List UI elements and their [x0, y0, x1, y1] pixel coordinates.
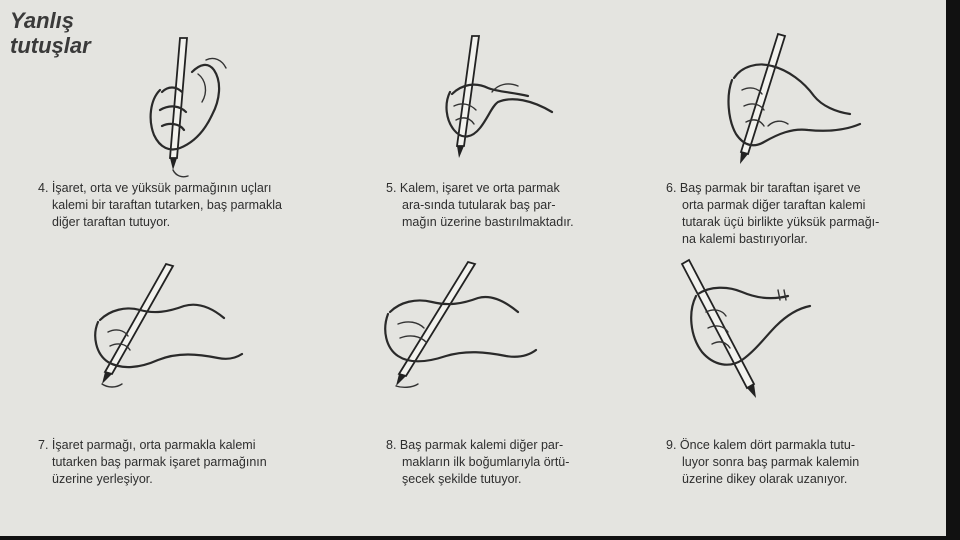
- page-title: [10, 8, 91, 58]
- caption-line: na kalemi bastırıyorlar.: [682, 232, 808, 246]
- caption-line: kalemi bir taraftan tutarken, baş parmakla: [52, 198, 282, 212]
- caption-6: [666, 180, 946, 248]
- caption-number: 6.: [666, 181, 677, 195]
- caption-line: diğer taraftan tutuyor.: [52, 215, 171, 229]
- caption-line: üzerine dikey olarak uzanıyor.: [682, 472, 848, 486]
- illustration-grip-9: [676, 256, 816, 406]
- caption-7: [38, 437, 368, 488]
- caption-line: İşaret parmağı, orta parmakla kalemi: [51, 438, 256, 452]
- right-border: [946, 0, 960, 540]
- caption-line: İşaret, orta ve yüksük parmağının uçları: [51, 181, 272, 195]
- illustration-grip-8: [380, 260, 540, 390]
- caption-4: [38, 180, 368, 231]
- caption-line: Baş parmak kalemi diğer par-: [399, 438, 564, 452]
- caption-line: Önce kalem dört parmakla tutu-: [679, 438, 855, 452]
- caption-number: 9.: [666, 438, 677, 452]
- caption-line: makların ilk boğumlarıyla örtü-: [402, 455, 570, 469]
- caption-5: [386, 180, 646, 231]
- caption-line: tutarken baş parmak işaret parmağının: [52, 455, 267, 469]
- caption-number: 4.: [38, 181, 49, 195]
- illustration-grip-5: [432, 32, 562, 162]
- caption-line: mağın üzerine bastırılmaktadır.: [402, 215, 574, 229]
- illustration-grip-7: [88, 262, 248, 392]
- caption-line: Baş parmak bir taraftan işaret ve: [679, 181, 861, 195]
- caption-number: 7.: [38, 438, 49, 452]
- caption-number: 5.: [386, 181, 397, 195]
- caption-line: ara-sında tutularak baş par-: [402, 198, 556, 212]
- caption-line: şecek şekilde tutuyor.: [402, 472, 522, 486]
- caption-line: üzerine yerleşiyor.: [52, 472, 153, 486]
- title-line-2: tutuşlar: [10, 33, 91, 58]
- pencil-shape: [170, 38, 187, 158]
- title-line-1: Yanlış: [10, 8, 74, 33]
- caption-line: luyor sonra baş parmak kalemin: [682, 455, 860, 469]
- illustration-grip-4: [140, 30, 235, 180]
- caption-9: [666, 437, 926, 488]
- caption-line: tutarak üçü birlikte yüksük parmağı-: [682, 215, 880, 229]
- caption-number: 8.: [386, 438, 397, 452]
- bottom-border: [0, 536, 960, 540]
- caption-line: Kalem, işaret ve orta parmak: [399, 181, 560, 195]
- illustration-grip-6: [718, 30, 868, 170]
- caption-line: orta parmak diğer taraftan kalemi: [682, 198, 866, 212]
- caption-8: [386, 437, 646, 488]
